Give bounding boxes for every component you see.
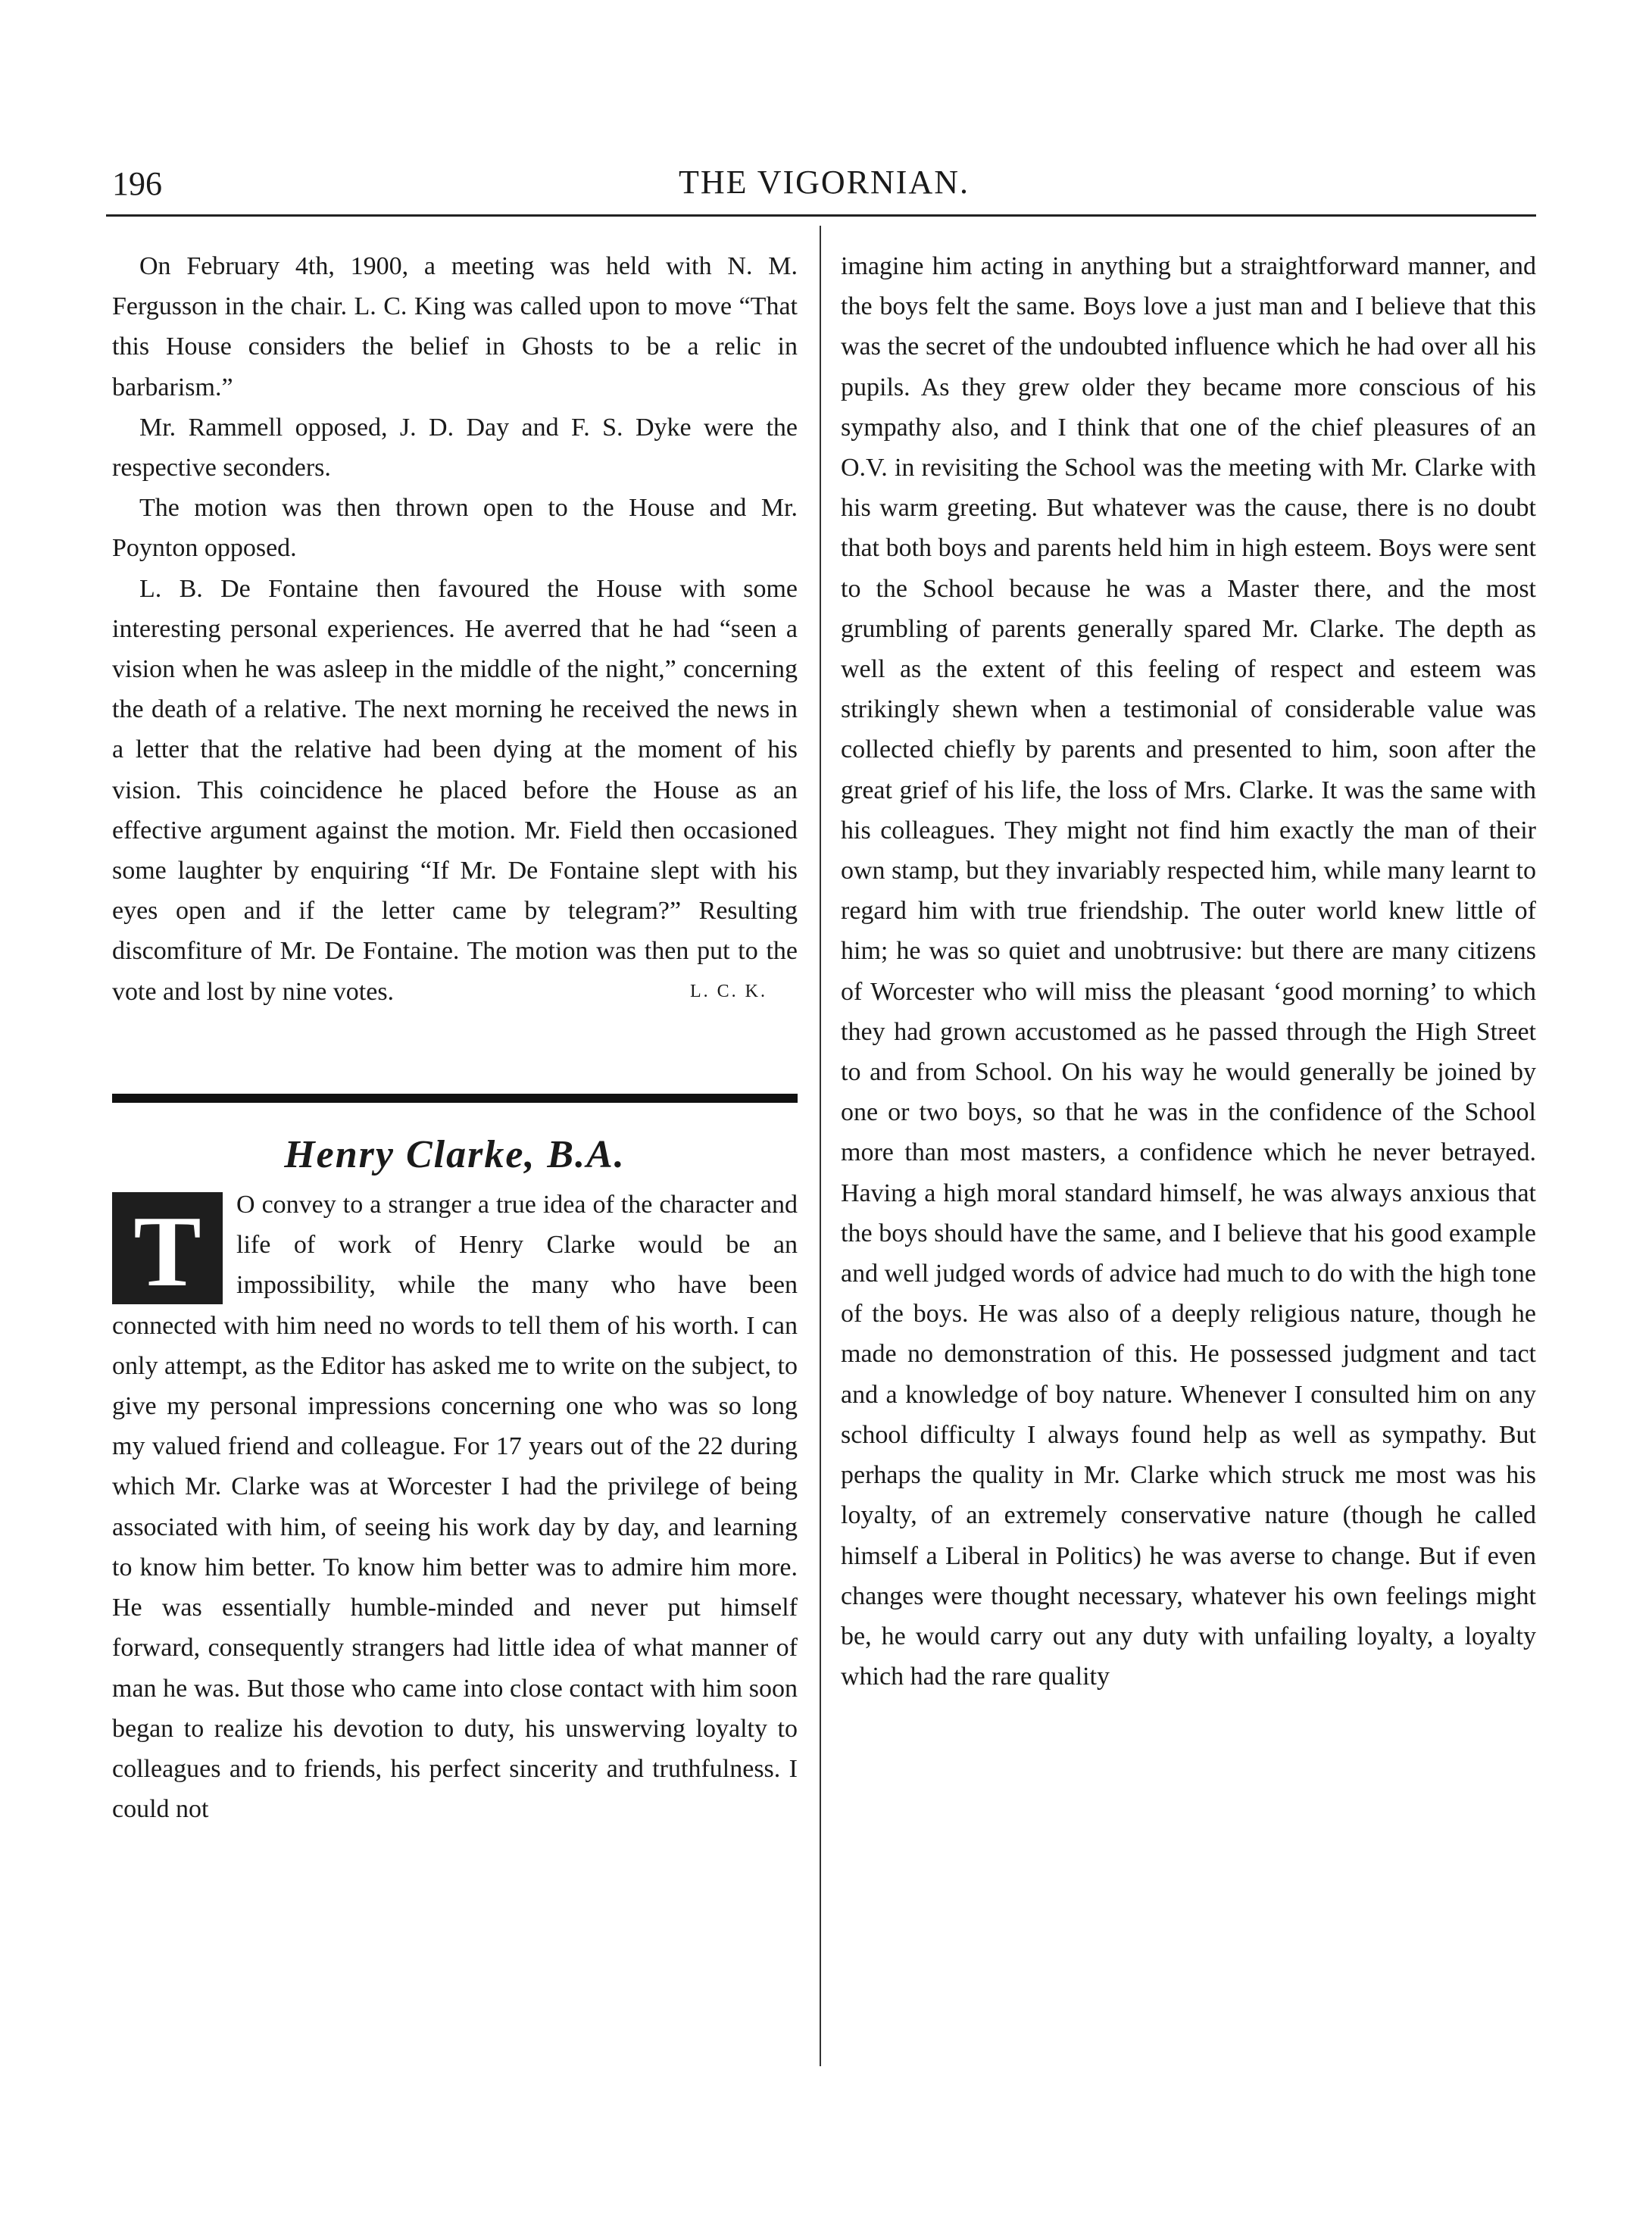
debate-paragraph-4: L. B. De Fontaine then favoured the House with some interesting personal experiences. He averred that he had “seen a vision when he was asleep in the middle of the night,” concerning the death of a relative. The next morning he received the news in a letter that the relative had been dying at the moment of his vision. This coincidence he placed before the House as an effective argument against the motion. Mr. Field then occasioned some laughter by enquiring “If Mr. De Fontaine slept with his eyes open and if the letter came by telegram?” Resulting discomfiture of Mr. De Fontaine. The motion was then put to the vote and lost by nine votes. bbox=[112, 574, 798, 1006]
article-title: Henry Clarke, B.A. bbox=[284, 1133, 626, 1177]
debate-paragraph-1: On February 4th, 1900, a meeting was held with N. M. Fergusson in the chair. L. C. King was called upon to move “That this House considers the belief in Ghosts to be a relic in barbarism.” bbox=[112, 252, 798, 401]
page-header bbox=[112, 155, 1536, 208]
debate-paragraph-2: Mr. Rammell opposed, J. D. Day and F. S. Dyke were the respective seconders. bbox=[112, 413, 798, 482]
journal-title: THE VIGORNIAN. bbox=[678, 164, 970, 201]
right-column bbox=[841, 246, 1536, 1697]
column-divider bbox=[820, 226, 821, 2066]
drop-cap-ornament: T bbox=[112, 1192, 223, 1304]
section-divider bbox=[112, 1094, 798, 1103]
header-rule bbox=[106, 214, 1536, 217]
page-number: 196 bbox=[112, 165, 162, 202]
debate-paragraph-3: The motion was then thrown open to the House and Mr. Poynton opposed. bbox=[112, 494, 798, 563]
left-column bbox=[112, 246, 798, 1829]
article-opening: O convey to a stranger a true idea of the character and life of work of Henry Clarke would be an impossibility, while the many who have been connected with him need no words to tell them of his worth. I can only attempt, as the Editor has asked me to write on the subject, to give my personal impressions concerning one who was so long my valued friend and colleague. For 17 years out of the 22 during which Mr. Clarke was at Worcester I had the privilege of being associated with him, of seeing his work day by day, and learning to know him better. To know him better was to admire him more. He was essentially humble-minded and never put himself forward, consequently strangers had little idea of what manner of man he was. But those who came into close contact with him soon began to realize his devotion to duty, his unswerving loyalty to colleagues and to friends, his perfect sincerity and truthfulness. I could not bbox=[112, 1191, 798, 1824]
signature: L. C. K. bbox=[690, 981, 767, 1001]
article-continuation: imagine him acting in anything but a straightforward manner, and the boys felt the same. Boys love a just man and I believe that this was the secret of the undoubted influence which he had over all his pupils. As they grew older they became more conscious of his sympathy also, and I think that one of the chief pleasures of an O.V. in revisiting the School was the meeting with Mr. Clarke with his warm greeting. But whatever was the cause, there is no doubt that both boys and parents held him in high esteem. Boys were sent to the School because he was a Master there, and the most grumbling of parents generally spared Mr. Clarke. The depth as well as the extent of this feeling of respect and esteem was strikingly shewn when a testimonial of considerable value was collected chiefly by parents and presented to him, soon after the great grief of his life, the loss of Mrs. Clarke. It was the same with his colleagues. They might not find him exactly the man of their own stamp, but they invariably respected him, while many learnt to regard him with true friendship. The outer world knew little of him; he was so quiet and unobtrusive: but there are many citizens of Worcester who will miss the pleasant ‘good morning’ to which they had grown accustomed as he passed through the High Street to and from School. On his way he would generally be joined by one or two boys, so that he was in the confidence of the School more than most masters, a confidence which he never betrayed. Having a high moral standard himself, he was always anxious that the boys should have the same, and I believe that his good example and well judged words of advice had much to do with the high tone of the boys. He was also of a deeply religious nature, though he made no demonstration of this. He possessed judgment and tact and a knowledge of boy nature. Whenever I consulted him on any school difficulty I always found help as well as sympathy. But perhaps the quality in Mr. Clarke which struck me most was his loyalty, of an extremely conservative nature (though he called himself a Liberal in Politics) he was averse to change. But if even changes were thought necessary, whatever his own feelings might be, he would carry out any duty with unfailing loyalty, a loyalty which had the rare quality bbox=[841, 252, 1536, 1691]
